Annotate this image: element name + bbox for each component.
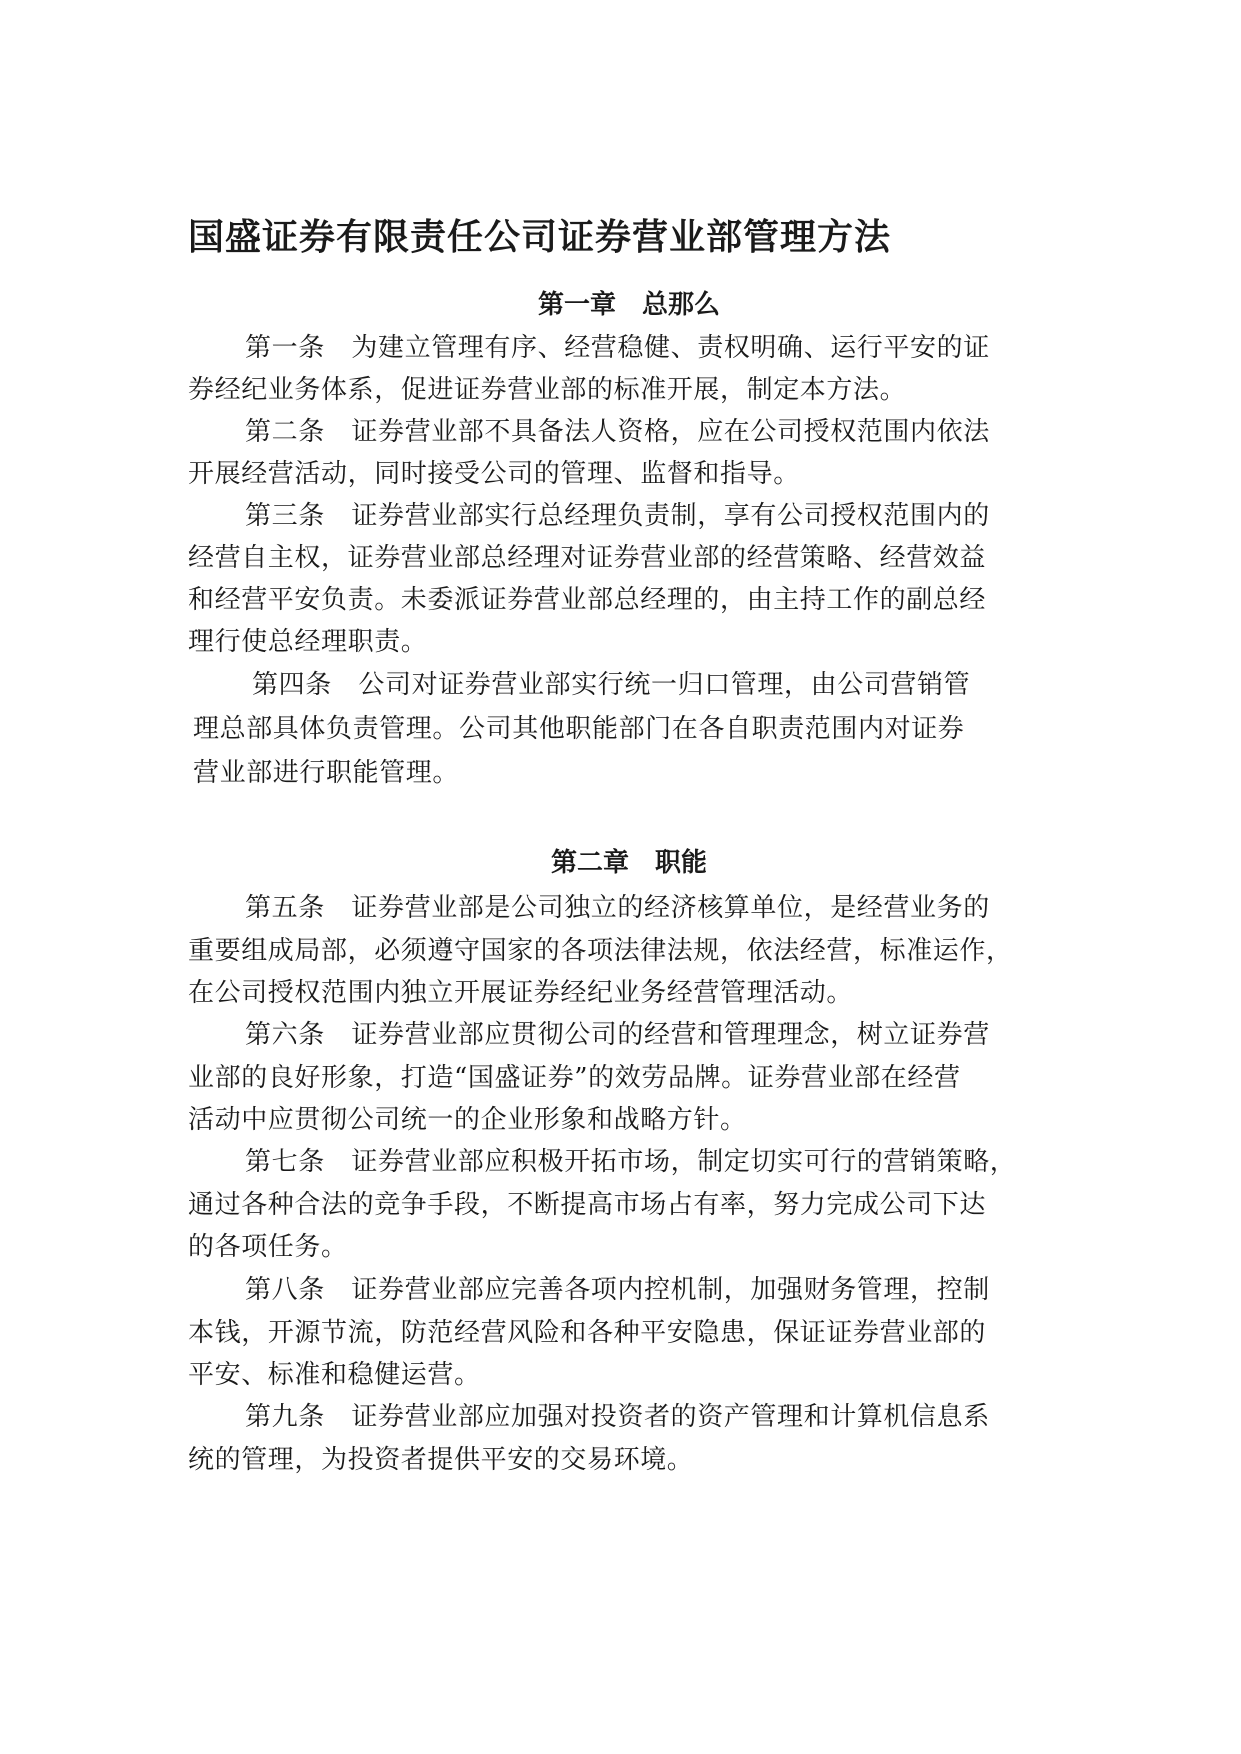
article-line: 的各项任务。 xyxy=(188,1232,348,1262)
article-line: 第七条 证券营业部应积极开拓市场，制定切实可行的营销策略， xyxy=(245,1147,1017,1177)
article-line: 第四条 公司对证券营业部实行统一归口管理，由公司营销管 xyxy=(252,670,971,700)
article-line: 第六条 证券营业部应贯彻公司的经营和管理理念，树立证券营 xyxy=(245,1020,990,1050)
article-line: 通过各种合法的竞争手段，不断提高市场占有率，努力完成公司下达 xyxy=(188,1190,987,1220)
article-line: 平安、标准和稳健运营。 xyxy=(188,1360,481,1390)
article-line: 第二条 证券营业部不具备法人资格，应在公司授权范围内依法 xyxy=(245,417,990,447)
article-line: 第三条 证券营业部实行总经理负责制，享有公司授权范围内的 xyxy=(245,501,990,531)
document-title: 国盛证券有限责任公司证券营业部管理方法 xyxy=(188,217,892,258)
chapter-heading: 第一章 总那么 xyxy=(537,290,720,320)
article-line: 第八条 证券营业部应完善各项内控机制，加强财务管理，控制 xyxy=(245,1275,990,1305)
article-line: 第五条 证券营业部是公司独立的经济核算单位，是经营业务的 xyxy=(245,893,990,923)
article-line: 理行使总经理职责。 xyxy=(188,627,428,657)
article-line: 在公司授权范围内独立开展证券经纪业务经营管理活动。 xyxy=(188,978,854,1008)
article-line: 经营自主权，证券营业部总经理对证券营业部的经营策略、经营效益 xyxy=(188,543,987,573)
article-line: 统的管理，为投资者提供平安的交易环境。 xyxy=(188,1445,694,1475)
article-line: 和经营平安负责。未委派证券营业部总经理的，由主持工作的副总经 xyxy=(188,585,987,615)
article-line: 理总部具体负责管理。公司其他职能部门在各自职责范围内对证券 xyxy=(193,714,965,744)
article-line: 本钱，开源节流，防范经营风险和各种平安隐患，保证证券营业部的 xyxy=(188,1318,987,1348)
article-line: 券经纪业务体系，促进证券营业部的标准开展，制定本方法。 xyxy=(188,375,907,405)
article-line: 开展经营活动，同时接受公司的管理、监督和指导。 xyxy=(188,459,800,489)
article-line: 活动中应贯彻公司统一的企业形象和战略方针。 xyxy=(188,1105,747,1135)
article-line: 重要组成局部，必须遵守国家的各项法律法规，依法经营，标准运作， xyxy=(188,936,1013,966)
article-line: 第一条 为建立管理有序、经营稳健、责权明确、运行平安的证 xyxy=(245,333,990,363)
article-line: 业部的良好形象，打造“国盛证券”的效劳品牌。证券营业部在经营 xyxy=(188,1063,961,1093)
article-line: 营业部进行职能管理。 xyxy=(193,758,460,788)
chapter-heading: 第二章 职能 xyxy=(550,848,707,878)
article-line: 第九条 证券营业部应加强对投资者的资产管理和计算机信息系 xyxy=(245,1402,990,1432)
